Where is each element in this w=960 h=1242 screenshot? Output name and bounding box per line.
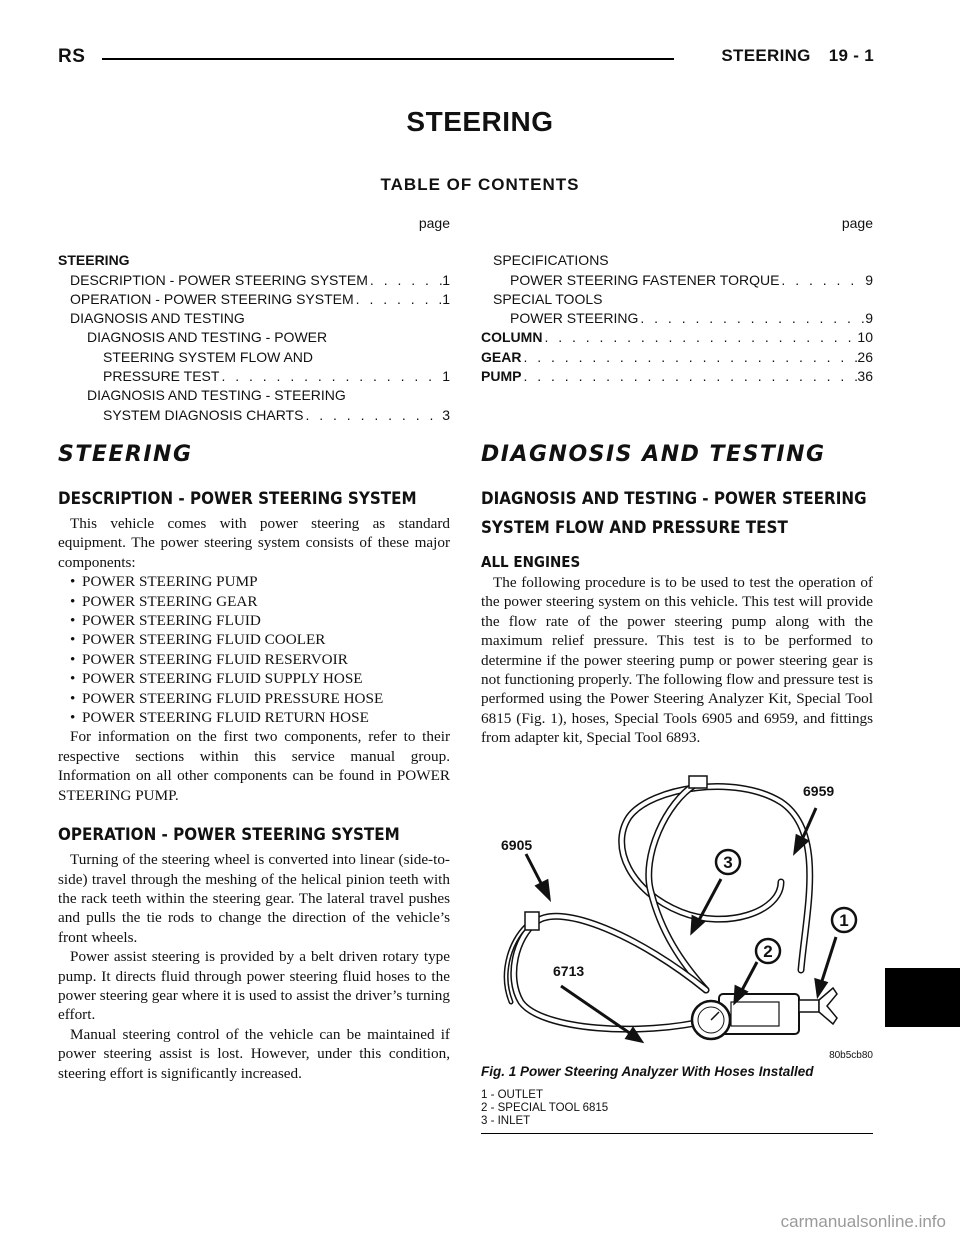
figure-legend [481,1089,873,1128]
toc-entry-charts-line1[interactable]: DIAGNOSIS AND TESTING - STEERING [87,387,346,404]
description-paragraph-2: For information on the first two components, refer to their respective sections within this service manual group. Information on all other components can be found in POWER STEERING PUMP. [58,728,450,804]
list-item: • POWER STEERING GEAR [70,592,450,611]
operation-heading: OPERATION - POWER STEERING SYSTEM [58,825,400,845]
description-text [58,514,450,572]
callout-label-3: 3 [723,852,733,872]
valve-handle [819,988,837,1024]
all-engines-heading: ALL ENGINES [481,553,581,571]
watermark: carmanualsonline.info [780,1212,946,1231]
legend-item: 2 - SPECIAL TOOL 6815 [481,1101,609,1114]
list-item: • POWER STEERING FLUID RETURN HOSE [70,708,450,727]
toc-entry-specifications[interactable]: SPECIFICATIONS [493,252,609,269]
list-item: • POWER STEERING FLUID RESERVOIR [70,650,450,669]
flow-test-heading-line1: DIAGNOSIS AND TESTING - POWER STEERING [481,489,867,508]
toc-entry-fastener-torque[interactable]: POWER STEERING FASTENER TORQUE . . . 9 [481,271,873,290]
toc-entry-description[interactable]: DESCRIPTION - POWER STEERING SYSTEM . . . 1 [58,271,450,290]
legend-item: 1 - OUTLET [481,1088,543,1101]
toc-entry-operation[interactable]: OPERATION - POWER STEERING SYSTEM . . . 1 [58,290,450,309]
toc-entry-flow-test-line2[interactable]: STEERING SYSTEM FLOW AND [103,348,314,365]
callout-label-1: 1 [839,910,849,930]
flow-test-paragraph: The following procedure is to be used to test the operation of the power steering system on this vehicle. This test will provide the flow rate of the power steering pump along with the maximum relief pressure. This test is to be performed to determine if the power steering pump or power steering gear is not functioning properly. The following flow and pressure test is performed using the Power Steering Analyzer Kit, Special Tool 6815 (Fig. 1), hoses, Special Tools 6905 and 6959, and fittings from adapter kit, Special Tool 6893. [481,574,873,747]
description-heading: DESCRIPTION - POWER STEERING SYSTEM [58,489,417,508]
toc-entry-diagnosis[interactable]: DIAGNOSIS AND TESTING [70,310,245,327]
toc-entry-gear[interactable]: GEAR . . . 26 [481,348,873,367]
callout-circles [716,850,856,963]
legend-item: 3 - INLET [481,1114,531,1127]
header-section-page [721,46,874,66]
figure-power-steering-analyzer [481,762,873,1062]
toc-entry-column[interactable]: COLUMN . . . 10 [481,328,873,347]
list-item: • POWER STEERING FLUID [70,611,450,630]
toc-page-label: page [841,215,873,231]
operation-paragraph-2: Power assist steering is provided by a belt driven rotary type pump. It directs fluid through power steering fluid hoses to the power steering gear where it is used to assist the driver’s turning effort. [58,948,450,1024]
tool-label-6959: 6959 [803,782,835,799]
section-tab-marker [885,968,960,1027]
list-item: • POWER STEERING FLUID PRESSURE HOSE [70,689,450,708]
analyzer-illustration [481,762,873,1062]
left-body-column [58,442,450,1083]
toc-entry-flow-test-line1[interactable]: DIAGNOSIS AND TESTING - POWER [87,329,328,346]
hose-6905 [514,916,709,1029]
running-header [58,46,874,72]
page-title: STEERING [406,106,554,137]
toc-entry-flow-test-line3[interactable]: PRESSURE TEST . . . 1 [58,367,450,386]
toc-entry-steering[interactable]: STEERING [58,252,130,269]
list-item: • POWER STEERING FLUID SUPPLY HOSE [70,669,450,688]
tool-label-6713: 6713 [553,962,585,979]
header-rule [102,58,674,60]
manual-code: RS [58,46,86,67]
list-item: • POWER STEERING PUMP [70,572,450,591]
toc-entry-pump[interactable]: PUMP . . . 36 [481,367,873,386]
toc-title: TABLE OF CONTENTS [380,175,580,194]
header-section: STEERING [721,46,811,65]
operation-paragraph-3: Manual steering control of the vehicle can be maintained if power steering assist is lost. However, under this condition, steering effort is significantly increased. [58,1025,450,1082]
description-paragraph: This vehicle comes with power steering as standard equipment. The power steering system consists of these major components: [58,515,450,571]
callout-label-2: 2 [763,941,773,961]
list-item: • POWER STEERING FLUID COOLER [70,630,450,649]
toc-entry-charts-line2[interactable]: SYSTEM DIAGNOSIS CHARTS . . . 3 [58,406,450,425]
right-body-column [481,442,873,1134]
tool-label-6905: 6905 [501,836,533,853]
figure-rule [481,1133,873,1134]
toc-page-label: page [418,215,450,231]
header-page-number: 19 - 1 [828,46,874,65]
analyzer-tool-6815 [692,988,837,1039]
section-heading-steering: STEERING [58,442,193,467]
section-heading-diagnosis: DIAGNOSIS AND TESTING [481,442,826,467]
toc-right-column [481,214,873,386]
toc-left-column [58,214,450,425]
outlet-fitting [799,1000,819,1012]
toc-entry-power-steering[interactable]: POWER STEERING . . . 9 [481,309,873,328]
fitting-top [689,776,707,788]
operation-text [58,850,450,1083]
components-list [58,572,450,727]
fitting-6905-end [525,912,539,930]
figure-code: 80b5cb80 [829,1049,873,1061]
flow-test-heading-line2: SYSTEM FLOW AND PRESSURE TEST [481,518,788,537]
figure-caption: Fig. 1 Power Steering Analyzer With Hoses Installed [481,1063,814,1079]
toc-entry-special-tools[interactable]: SPECIAL TOOLS [493,290,603,307]
operation-paragraph-1: Turning of the steering wheel is converted into linear (side-to-side) travel through the meshing of the helical pinion teeth with the rack teeth within the steering gear. The lateral travel pushes and pulls the tie rods to change the direction of the vehicle’s front wheels. [58,851,450,946]
